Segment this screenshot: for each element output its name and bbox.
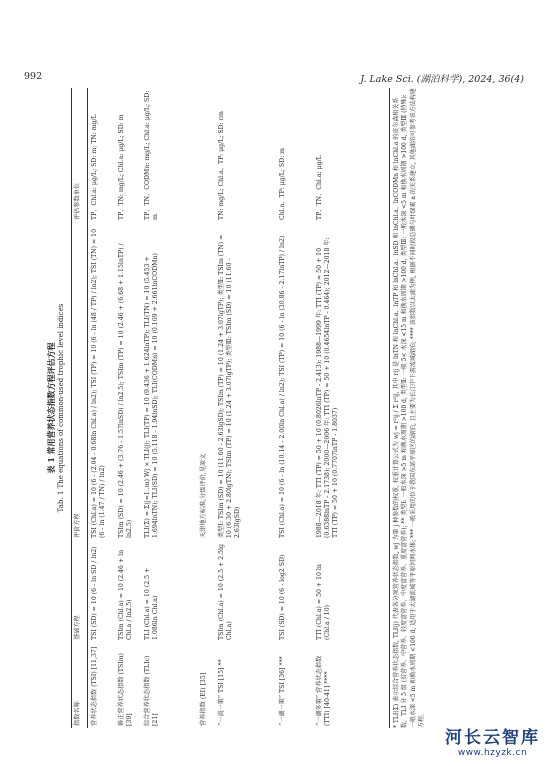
eval-equation-cell: 天津地方标准,分级评价,见原文: [200, 453, 207, 538]
table-caption-cn: 表 1 常用营养状态指数方程评估方程: [46, 342, 56, 474]
base-equation-cell: TSIm (Chl.a) = 10 (2.46 + ln Chl.a / ln2.5): [118, 549, 134, 640]
eval-equation-cell: TSI (Chl.a) = 10 (6 - (2.04 - 0.68ln Chl.a) / ln2); TSI (TP) = 10 (6 - ln (48 / TP) / ln2); TSI (TN) = 10 (6 - ln (1.47 / TN) / ln2): [91, 228, 107, 538]
watermark-logo: [445, 723, 540, 758]
eval-equation-cell: TLI(Σ) = Σ(j=1..m) Wj × TLI(j); TLI(TP) = 10 (9.436 + 1.624lnTP); TLI(TN) = 10 (5.453 + 1.694lnTN); TLI(SD) = 10 (5.118 - 1.94lnSD); TLI(CODMn) = 10 (0.109 + 2.661lnCODMn): [144, 253, 160, 538]
index-name-cell: “一湖多策” 营养状态指数 (TTI) [40-41] ****: [316, 655, 332, 726]
eval-equation-cell: 类型Ⅰ: TSIm (SD) = 10 (11.60 - 2.63lgSD); TSIm (TP) = 10 (1.24 + 3.07lgTP); 类型Ⅱ: TSIm (TN) = 10 (6.30 + 2.80lgTN); TSIm (TP) = 10 (1.24 + 3.07lgTP); 类型Ⅲ: TSIm (SD) = 10 (11.60 - 2.63lgSD): [218, 234, 242, 538]
table-top-rule: [71, 88, 72, 728]
units-cell: TN: mg/L; Chl.a、TP: μg/L; SD: cm: [218, 111, 225, 220]
table-row: [200, 88, 216, 728]
base-equation-cell: TTI (Chl.a) = 50 + 10 ln (Chl.a / 10): [316, 564, 332, 640]
table-row: [218, 88, 276, 728]
page-number: 992: [24, 71, 43, 82]
base-equation-cell: TSI (SD) = 10 (6 - log2 SD): [279, 554, 286, 640]
index-name-cell: “一湖一策” TSI [36] ***: [279, 656, 286, 726]
base-equation-cell: TSI (SD) = 10 (6 - ln SD / ln2): [91, 546, 98, 640]
index-name-cell: 营养状态指数 (TSI) [11,37]: [91, 646, 98, 726]
watermark-name: 河长云智库: [445, 728, 540, 748]
table-row: [118, 88, 142, 728]
table-row: [144, 88, 198, 728]
table-bottom-rule: [389, 88, 390, 728]
table-header-row: [74, 88, 86, 728]
column-header-base: 基础方程: [74, 615, 81, 640]
units-cell: TP、TN: mg/L; Chl.a: μg/L; SD: m: [118, 114, 125, 220]
column-header-units: 评估参数单位: [74, 182, 81, 220]
eval-equation-cell: TSI (Chl.a) = 10 (6 - ln (10.14 - 2.00ln Chl.a) / ln2); TSI (TP) = 10 (6 - ln (30.86 - 2.17lnTP) / ln2): [279, 235, 286, 538]
rotated-table-block: [46, 88, 466, 728]
table-header-rule: [87, 88, 88, 728]
table-row: [279, 88, 313, 728]
table-row: [91, 88, 115, 728]
units-cell: TP、Chl.a: μg/L; SD: m; TN: mg/L: [91, 114, 98, 220]
column-header-eval: 评价方程: [74, 513, 81, 538]
eval-equation-cell: 1988—2018 年: TTI (TP) = 50 + 10 (0.8026lnTP - 2.413); 1988—1999 年: TTI (TP) = 50 + 10 (0.6388lnTP - 2.1738); 2000—2006 年: TTI (TP) = 50 + 10 (0.4654lnTP - 0.464); 2012—2018 年: TTI (TP) = 50 + 10 (0.7707lnTP - 1.8037): [316, 237, 340, 538]
base-equation-cell: TSIm (Chl.a) = 10 (2.5 + 2.5lg Chl.a): [218, 544, 234, 640]
table-caption-en: Tab. 1 The equations of common-used trophic level indices: [57, 303, 65, 513]
eval-equation-cell: TSIm (SD) = 10 (2.46 + (3.76 - 1.57lnSD) / ln2.5); TSIm (TP) = 10 (2.46 + (6.68 + 1.15lnTP) / ln2.5): [118, 243, 134, 538]
index-name-cell: 营养指数 (EI) [35]: [200, 672, 207, 726]
index-name-cell: “一流一策” TSI [15] **: [218, 659, 225, 726]
units-cell: TP、TN、CODMn: mg/L; Chl.a: μg/L; SD: m: [144, 90, 160, 220]
units-cell: TP、TN、Chl.a: μg/L: [316, 155, 323, 220]
index-name-cell: 修正营养状态指数 (TSIm) [39]: [118, 653, 134, 726]
table-footnotes: * TLI(Σ) 表示综合营养状态指数, TLI(j) 代表各分项营养状态指数, wj 为第 j 种参数的权重, 权重计算公式为 wj = r²ij / Σ r²ij, 其中 rij 是 lnTN 和 lnChl.a、lnTP 和 lnChl.a、lnSD 和 lnChl.a、lnCODMn 和 lnChl.a 的皮尔森相关系数。TLI 分 5 级 (贫营养、中营养、轻度富营养、中度富营养、重度富营养); ** 类型Ⅰ: 一般水深 >5 m 和换水周期 >100 d, 类型Ⅱ: 一般 5< 水深 <15 m 和换水周期 >100 d, 类型Ⅲ: 一般水深 <5 m 和换水周期 >100 d, 类型Ⅲ (特殊): 一般水深 <5 m 和换水周期 <100 d, 适用于太湖流域等平原河网水体; *** 一般采用的位于我国东部平原区的湖泊, 且主要为长江中下游流域湖泊; **** 该指数以太湖为例, 根据不同时段总磷与叶绿素 a 的关系建立, 其他湖泊可参考该方法构建方程。: [393, 88, 425, 728]
units-cell: Chl.a、TP: μg/L; SD: m: [279, 147, 286, 220]
table-row: [316, 88, 382, 728]
watermark-url: www.hzyzk.cn: [457, 748, 528, 758]
base-equation-cell: TLI (Chl.a) = 10 (2.5 + 1.086ln Chl.a): [144, 567, 160, 640]
column-header-index: 指数名称: [74, 701, 81, 726]
index-name-cell: 综合营养状态指数 (TLIc) [21]: [144, 655, 160, 726]
journal-header: J. Lake Sci. (湖泊科学), 2024, 36(4): [360, 74, 524, 85]
